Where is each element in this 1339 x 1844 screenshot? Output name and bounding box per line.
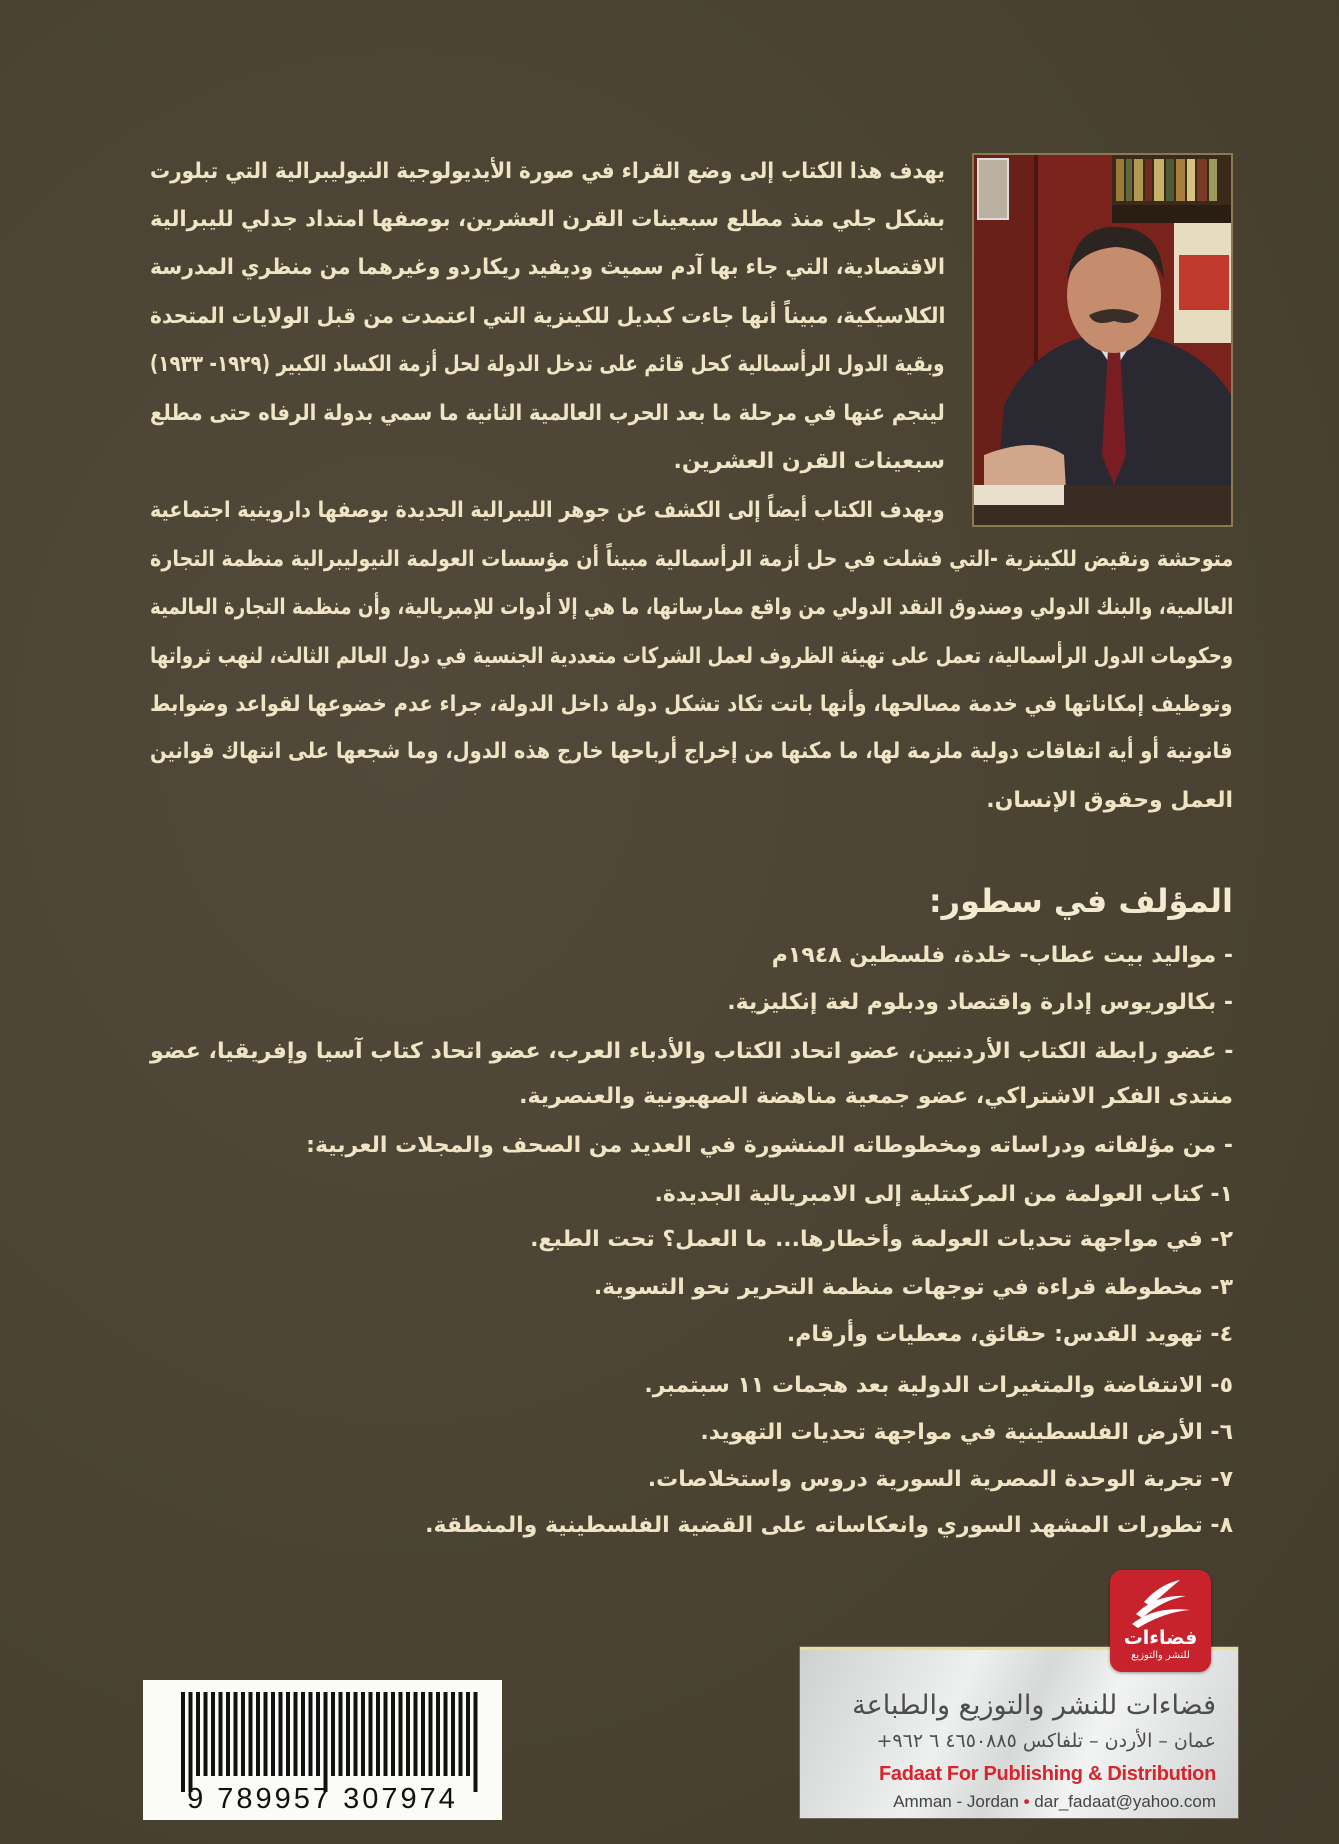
publisher-email: dar_fadaat@yahoo.com — [1034, 1792, 1216, 1811]
barcode-bar — [459, 1692, 463, 1776]
description-line: سبعينات القرن العشرين. — [673, 449, 945, 474]
description-line: لينجم عنها في مرحلة ما بعد الحرب العالمية الثانية ما سمي بدولة الرفاه حتى مطلع — [150, 401, 945, 426]
barcode-bar — [444, 1692, 448, 1776]
author-heading: المؤلف في سطور: — [928, 882, 1233, 920]
barcode-bar — [399, 1692, 403, 1776]
author-works-item: ٥- الانتفاضة والمتغيرات الدولية بعد هجمات ١١ سبتمبر. — [644, 1373, 1233, 1398]
barcode-bar — [331, 1692, 335, 1776]
barcode-bar — [391, 1692, 395, 1776]
publisher-name-ar: فضاءات للنشر والتوزيع والطباعة — [852, 1690, 1216, 1721]
description-line: وتوظيف إمكاناتها في خدمة مصالحها، وأنها باتت تكاد تشكل دولة داخل الدولة، جراء عدم خضوعها لقواعد وضوابط — [150, 692, 1233, 717]
description-line: وحكومات الدول الرأسمالية، تعمل على تهيئة الظروف لعمل الشركات متعددية الجنسية في دول العالم الثالث، لنهب ثرواتها — [149, 644, 1233, 669]
barcode-bar — [189, 1692, 193, 1792]
description-line: وبقية الدول الرأسمالية كحل قائم على تدخل الدولة لحل أزمة الكساد الكبير (١٩٢٩- ١٩٣٣) — [150, 352, 945, 377]
barcode-bar — [196, 1692, 200, 1776]
barcode-bar — [234, 1692, 238, 1776]
barcode-bar — [429, 1692, 433, 1776]
description-line: قانونية أو أية اتفاقات دولية ملزمة لها، ما مكنها من إخراج أرباحها خارج هذه الدول، وما شجعها على انتهاك قوانين — [150, 739, 1233, 764]
barcode-bar — [286, 1692, 290, 1776]
barcode-bar — [324, 1692, 328, 1792]
description-line: الاقتصادية، التي جاء بها آدم سميث وديفيد ريكاردو وغيرهما من منظري المدرسة — [150, 255, 945, 280]
author-works-item: ٤- تهويد القدس: حقائق، معطيات وأرقام. — [786, 1322, 1233, 1347]
author-bio-line: - من مؤلفاته ودراساته ومخطوطاته المنشورة في العديد من الصحف والمجلات العربية: — [306, 1133, 1233, 1158]
open-book-swoosh-icon — [1124, 1576, 1197, 1628]
publisher-address-ar: عمان – الأردن – تلفاكس ٤٦٥٠٨٨٥ ٦ ٩٦٢+ — [876, 1730, 1216, 1752]
barcode-bar — [316, 1692, 320, 1776]
barcode-bar — [369, 1692, 373, 1776]
author-works-item: ٨- تطورات المشهد السوري وانعكاساته على القضية الفلسطينية والمنطقة. — [425, 1513, 1233, 1538]
barcode-bar — [466, 1692, 470, 1776]
barcode-bar — [256, 1692, 260, 1776]
barcode-bar — [474, 1692, 478, 1792]
publisher-name-en: Fadaat For Publishing & Distribution — [879, 1763, 1216, 1785]
barcode-bar — [204, 1692, 208, 1776]
barcode-bar — [264, 1692, 268, 1776]
author-works-item: ١- كتاب العولمة من المركنتلية إلى الامبريالية الجديدة. — [654, 1182, 1233, 1207]
publisher-contact — [893, 1792, 1216, 1812]
barcode-bar — [354, 1692, 358, 1776]
barcode-bar — [414, 1692, 418, 1776]
barcode-bar — [294, 1692, 298, 1776]
description-line: العالمية، والبنك الدولي وصندوق النقد الدولي من واقع ممارساتها، ما هي إلا أدوات للإمبريالية، وأن منظمة التجارة العالمية — [149, 595, 1233, 620]
barcode-bar — [339, 1692, 343, 1776]
barcode-bar — [361, 1692, 365, 1776]
author-photo — [972, 153, 1233, 527]
author-works-item: ٧- تجربة الوحدة المصرية السورية دروس واستخلاصات. — [647, 1467, 1233, 1492]
author-bio-line: - مواليد بيت عطاب- خلدة، فلسطين ١٩٤٨م — [771, 943, 1233, 968]
barcode-bar — [384, 1692, 388, 1776]
barcode-bar — [346, 1692, 350, 1776]
isbn-digits: 9 789957 307974 — [187, 1783, 458, 1815]
author-bio-line: - عضو رابطة الكتاب الأردنيين، عضو اتحاد الكتاب والأدباء العرب، عضو اتحاد كتاب آسيا وإفريقيا، عضو — [149, 1039, 1233, 1064]
author-bio-line: - بكالوريوس إدارة واقتصاد ودبلوم لغة إنكليزية. — [727, 990, 1233, 1015]
separator-dot-icon: • — [1023, 1792, 1030, 1811]
author-works-item: ٢- في مواجهة تحديات العولمة وأخطارها... ما العمل؟ تحت الطبع. — [530, 1227, 1233, 1252]
logo-subtitle: للنشر والتوزيع — [1131, 1650, 1190, 1661]
barcode-bar — [226, 1692, 230, 1776]
barcode-bar — [376, 1692, 380, 1776]
isbn-barcode — [143, 1680, 502, 1820]
barcode-bar — [436, 1692, 440, 1776]
author-works-item: ٣- مخطوطة قراءة في توجهات منظمة التحرير نحو التسوية. — [593, 1275, 1233, 1300]
logo-name: فضاءات — [1123, 1627, 1198, 1649]
barcode-bar — [241, 1692, 245, 1776]
description-line: يهدف هذا الكتاب إلى وضع القراء في صورة الأيديولوجية النيوليبرالية التي تبلورت — [150, 159, 945, 184]
barcode-bar — [271, 1692, 275, 1776]
description-line: العمل وحقوق الإنسان. — [986, 788, 1233, 813]
description-line: الكلاسيكية، مبيناً أنها جاءت كبديل للكينزية التي اعتمدت من قبل الولايات المتحدة — [149, 304, 945, 329]
barcode-bar — [406, 1692, 410, 1776]
barcode-bar — [211, 1692, 215, 1776]
barcode-bar — [451, 1692, 455, 1776]
publisher-info-box — [800, 1647, 1238, 1818]
barcode-bar — [219, 1692, 223, 1776]
barcode-bar — [181, 1692, 185, 1792]
publisher-location: Amman - Jordan — [893, 1792, 1019, 1811]
author-bio-line: منتدى الفكر الاشتراكي، عضو جمعية مناهضة الصهيونية والعنصرية. — [519, 1084, 1233, 1109]
barcode-bar — [279, 1692, 283, 1776]
publisher-logo — [1110, 1570, 1211, 1672]
barcode-bar — [309, 1692, 313, 1776]
barcode-bars — [143, 1680, 502, 1792]
barcode-bar — [301, 1692, 305, 1776]
barcode-bar — [421, 1692, 425, 1776]
description-line: بشكل جلي منذ مطلع سبعينات القرن العشرين، بوصفها امتداد جدلي لليبرالية — [149, 207, 945, 232]
author-works-item: ٦- الأرض الفلسطينية في مواجهة تحديات التهويد. — [700, 1420, 1233, 1445]
description-line: ويهدف الكتاب أيضاً إلى الكشف عن جوهر الليبرالية الجديدة بوصفها داروينية اجتماعية — [150, 498, 945, 523]
description-line: متوحشة ونقيض للكينزية -التي فشلت في حل أزمة الرأسمالية مبيناً أن مؤسسات العولمة النيوليبرالية منظمة التجارة — [149, 547, 1233, 572]
barcode-bar — [249, 1692, 253, 1776]
